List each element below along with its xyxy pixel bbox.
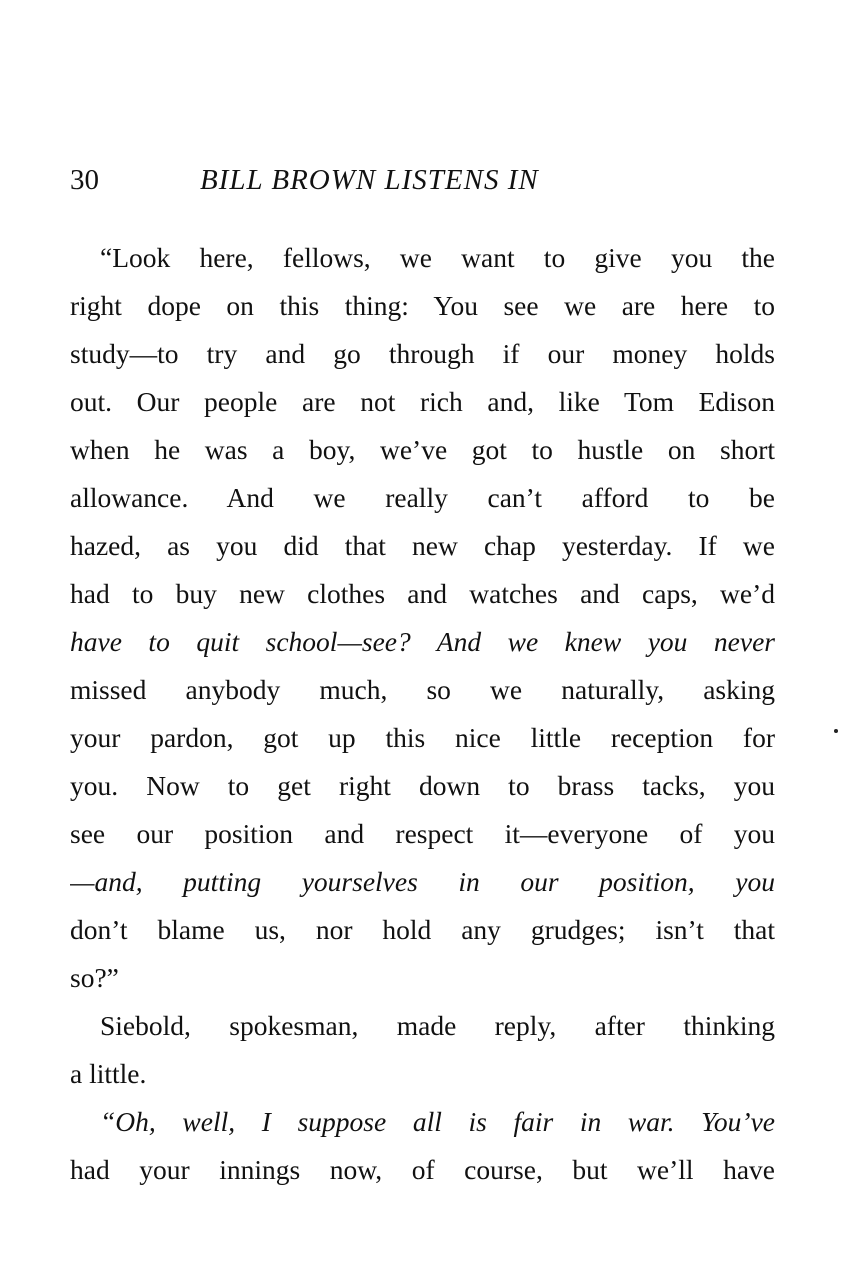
- text-line: see our position and respect it—everyone of you: [70, 818, 775, 849]
- text-line: “Oh, well, I suppose all is fair in war. You’ve: [100, 1106, 775, 1137]
- stray-ink-mark: [834, 729, 838, 733]
- text-line: when he was a boy, we’ve got to hustle on short: [70, 434, 775, 465]
- text-line: “Look here, fellows, we want to give you the: [100, 242, 775, 273]
- text-line: missed anybody much, so we naturally, asking: [70, 674, 775, 705]
- body-text: [70, 234, 775, 1194]
- text-line: —and, putting yourselves in our position, you: [70, 866, 775, 897]
- text-line: allowance. And we really can’t afford to be: [70, 482, 775, 513]
- text-line: hazed, as you did that new chap yesterday. If we: [70, 530, 775, 561]
- text-line: had your innings now, of course, but we’ll have: [70, 1154, 775, 1185]
- text-line: had to buy new clothes and watches and caps, we’d: [70, 578, 775, 609]
- text-line: a little.: [70, 1058, 147, 1089]
- text-line: don’t blame us, nor hold any grudges; isn’t that: [70, 914, 775, 945]
- text-line: study—to try and go through if our money holds: [70, 338, 775, 369]
- text-line: you. Now to get right down to brass tacks, you: [70, 770, 775, 801]
- text-line: right dope on this thing: You see we are here to: [70, 290, 775, 321]
- running-title: BILL BROWN LISTENS IN: [200, 164, 539, 196]
- text-line: your pardon, got up this nice little reception for: [70, 722, 775, 753]
- text-line: so?”: [70, 962, 119, 993]
- page-header: [70, 158, 775, 202]
- text-line: have to quit school—see? And we knew you never: [70, 626, 775, 657]
- text-line: Siebold, spokesman, made reply, after thinking: [100, 1010, 775, 1041]
- text-line: out. Our people are not rich and, like Tom Edison: [70, 386, 775, 417]
- page-number: 30: [70, 164, 99, 196]
